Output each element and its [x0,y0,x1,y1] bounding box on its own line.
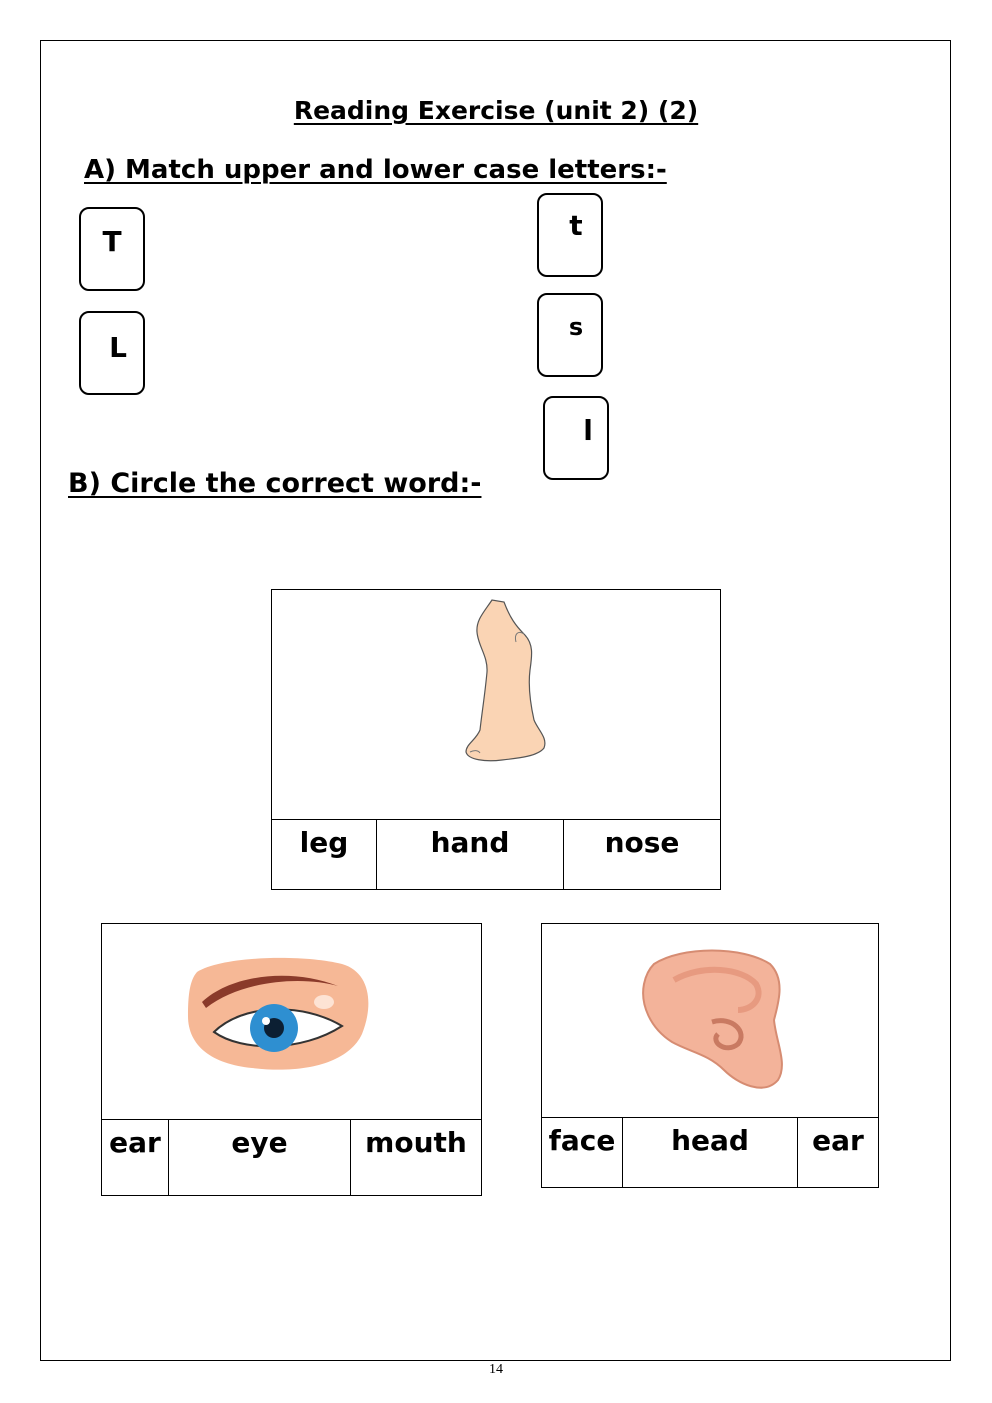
section-b-heading: B) Circle the correct word:- [68,468,482,499]
word-choice-eye[interactable]: eye [169,1120,351,1195]
worksheet-title: Reading Exercise (unit 2) (2) [293,96,699,125]
upper-letter-tile[interactable] [79,311,145,395]
eye-picture [102,924,481,1121]
upper-letter-tile[interactable] [79,207,145,291]
word-choice-mouth[interactable]: mouth [365,1126,467,1159]
word-choice-hand[interactable]: hand [377,820,564,889]
letter: T [102,225,122,258]
leg-picture [272,590,720,822]
eye-icon [102,924,481,1121]
letter: L [109,331,127,364]
letter: l [583,414,593,447]
word-choice-head[interactable]: head [623,1118,798,1187]
word-choice-face[interactable]: face [542,1118,623,1187]
lower-letter-tile[interactable] [543,396,609,480]
lower-letter-tile[interactable] [537,293,603,377]
word-choice-nose[interactable]: nose [604,826,680,859]
section-a-heading: A) Match upper and lower case letters:- [84,155,667,185]
picture-card-eye [101,923,482,1196]
ear-icon [542,924,878,1119]
word-choices [102,1119,481,1195]
letter: s [568,313,584,341]
word-choice-ear[interactable]: ear [812,1124,864,1157]
picture-card-leg [271,589,721,890]
word-choices [272,819,720,889]
picture-card-ear [541,923,879,1188]
ear-picture [542,924,878,1119]
leg-icon [272,590,720,822]
word-choice-ear[interactable]: ear [102,1120,169,1195]
word-choice-leg[interactable]: leg [272,820,377,889]
page-number: 14 [489,1362,503,1377]
lower-letter-tile[interactable] [537,193,603,277]
word-choices [542,1117,878,1187]
letter: t [569,209,583,242]
